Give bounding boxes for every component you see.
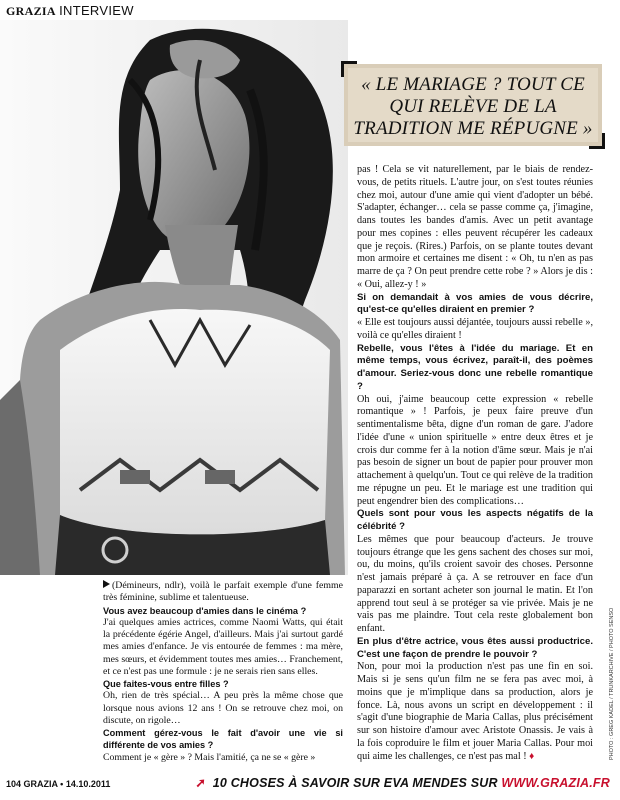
interview-paragraph: pas ! Cela se vit naturellement, par le biais de rendez-vous, de petits rituels. L'autre jour, on s'est toutes réunies chez moi, autour d'une amie qui vient d'adopter un bébé. S'adapter, échanger… cela se passe comme ça, j'imagine, dans toutes les bandes d'amis. Avec un petit avantage pour mes copines : elles peuvent récupérer les cadeaux que je reçois. (Rires.) Parfois, on se plante toutes devant mon armoire et certaines me disent : « Oh, tu n'en as pas marre de ça ? On peut prendre cette robe ? » Alors je dis : « Oui, allez-y ! » xyxy=(357,164,593,290)
interview-question: Comment gérez-vous le fait d'avoir une vie si différente de vos amies ? xyxy=(103,728,343,751)
promo-footer xyxy=(195,775,610,790)
article-column-left xyxy=(103,580,343,764)
photo-credit: PHOTO : GREG KADEL / TRUNKARCHIVE / PHOTO SENSO xyxy=(609,607,615,760)
end-mark-icon: ♦ xyxy=(526,750,535,762)
interview-paragraph: Non, pour moi la production n'est pas une fin en soi. Mais si je sens qu'un film ne se fera pas avec moi, à moins que je m'implique dans sa production, alors je fonce. Là, nous avons un script en développement : il s'agit d'une biographie de Maria Callas, plus précisément sur son histoire d'amour avec Aristote Onassis. Je vais à la fois coproduire le film et jouer Maria Callas. Pour moi qui aime les challenges, ce n'est pas mal ! ♦ xyxy=(357,661,593,762)
arrow-icon: ➚ xyxy=(195,776,207,790)
interview-paragraph: J'ai quelques amies actrices, comme Naomi Watts, qui était la précédente égérie Angel, d'ailleurs. Mais j'ai surtout gardé mes amies d'enfance. Je vis entourée de femmes : ma mère, mes sœurs, et évidemment toutes mes amies… Franchement, et ce n'est pas une formule : je ne serais rien sans elles. xyxy=(103,616,343,677)
section-title: INTERVIEW xyxy=(59,3,134,18)
interview-paragraph: Les mêmes que pour beaucoup d'acteurs. Je trouve toujours étrange que les gens sachent des choses sur moi, ou, du moins, qu'ils croient savoir des choses. Personne n'est jamais préparé à ça. A se retrouver en face d'un paparazzi en sortant acheter son journal le matin. Et l'on apprend tout seul à se protéger sa vie privée. Mais je ne vais pas me plaindre. Tout cela reste globalement bon enfant. xyxy=(357,533,593,634)
magazine-logo: GRAZIA xyxy=(6,4,56,18)
interview-question: Rebelle, vous l'êtes à l'idée du mariage. Et en même temps, vous écrivez, paraît-il, des poèmes d'amour. Seriez-vous donc une rebelle romantique ? xyxy=(357,342,593,392)
interview-question: Vous avez beaucoup d'amies dans le cinéma ? xyxy=(103,605,307,616)
interview-question: En plus d'être actrice, vous êtes aussi productrice. C'est une façon de prendre le pouvoir ? xyxy=(357,635,593,660)
promo-text: 10 CHOSES À SAVOIR SUR EVA MENDES SUR xyxy=(212,776,498,790)
continue-arrow-icon xyxy=(103,580,110,588)
interview-question: Quels sont pour vous les aspects négatifs de la célébrité ? xyxy=(357,508,593,532)
interview-paragraph: (Démineurs, ndlr), voilà le parfait exemple d'une femme très féminine, sublime et talentueuse. xyxy=(103,580,343,604)
interview-paragraph: Oh, rien de très spécial… A peu près la même chose que lorsque nous avions 12 ans ! On se retrouve chez moi, on discute, on rigole… xyxy=(103,690,343,726)
page-header xyxy=(6,3,134,19)
page-number-date: 104 GRAZIA • 14.10.2011 xyxy=(6,779,111,789)
pull-quote xyxy=(344,64,602,146)
interview-paragraph: Comment je « gère » ? Mais l'amitié, ça ne se « gère » xyxy=(103,751,316,763)
pull-quote-text: « LE MARIAGE ? TOUT CE QUI RELÈVE DE LA TRADITION ME RÉPUGNE » xyxy=(353,74,593,139)
article-column-right xyxy=(357,164,593,763)
interview-question: Que faites-vous entre filles ? xyxy=(103,679,229,689)
interview-question: Si on demandait à vos amies de vous décrire, qu'est-ce qu'elles diraient en premier ? xyxy=(357,291,593,316)
website-link[interactable]: WWW.GRAZIA.FR xyxy=(501,776,610,790)
portrait-photo xyxy=(0,20,348,575)
interview-paragraph: Oh oui, j'aime beaucoup cette expression « rebelle romantique » ! Parfois, je peux faire preuve d'un sentimentalisme bêta, digne d'un roman de gare. J'adore l'idée d'une « union spirituelle » entre deux êtres et je crois dur comme fer à la notion d'âme sœur. Mais je n'ai pas besoin de signer un bout de papier pour prouver mon attachement à quelqu'un. Tout ce qui relève de la tradition me répugne un peu. Et le mariage est une tradition qui peut engendrer bien des complications… xyxy=(357,393,593,507)
interview-paragraph: « Elle est toujours aussi déjantée, toujours aussi rebelle », voilà ce qu'elles diraient ! xyxy=(357,317,593,341)
portrait-illustration xyxy=(0,20,348,575)
